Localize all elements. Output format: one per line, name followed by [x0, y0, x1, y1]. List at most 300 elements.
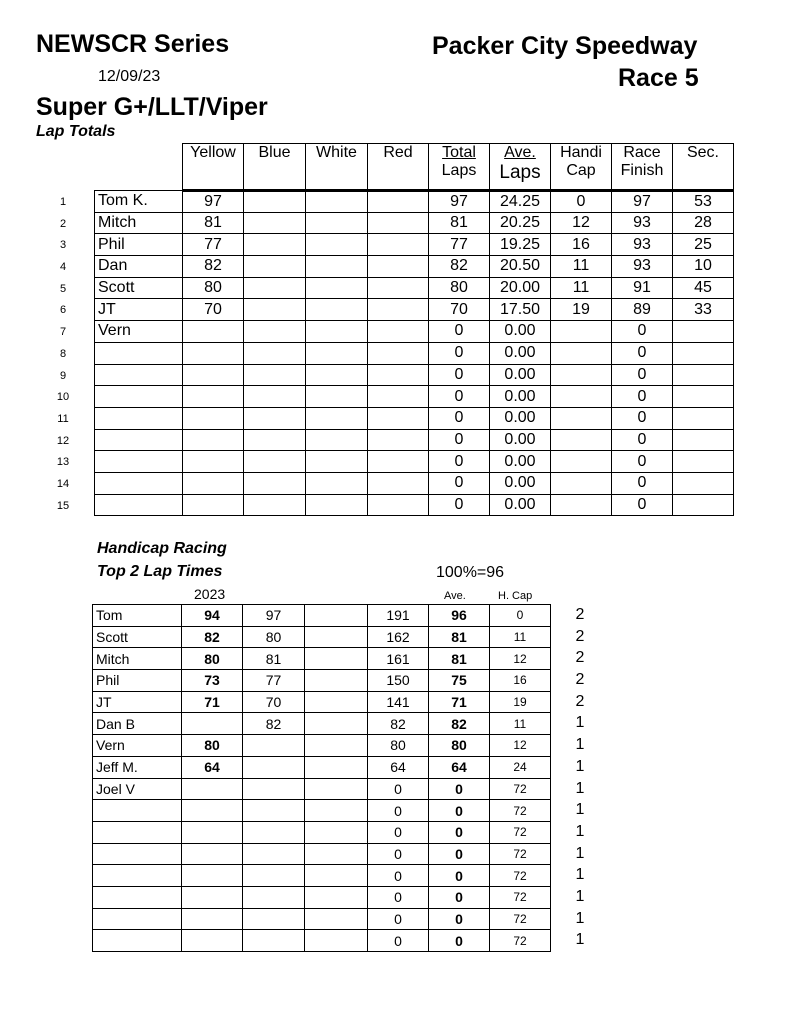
driver-name-cell	[95, 494, 183, 516]
hc-blank-cell	[305, 756, 368, 778]
hc-ave-cell: 0	[429, 843, 490, 865]
yellow-cell: 81	[183, 212, 244, 234]
handicap-cell: 19	[551, 299, 612, 321]
hc-blank-cell	[305, 908, 368, 930]
race-count: 2	[575, 606, 585, 623]
hc-sum-cell: 0	[368, 930, 429, 952]
hc-lap1-cell	[182, 930, 243, 952]
hc-lap1-cell: 80	[182, 735, 243, 757]
handicap-cell	[551, 407, 612, 429]
hc-lap1-cell	[182, 821, 243, 843]
yellow-cell	[183, 472, 244, 494]
year-label: 2023	[194, 586, 226, 602]
table-row	[95, 277, 734, 299]
hc-blank-cell	[305, 605, 368, 627]
row-number: 3	[59, 239, 67, 252]
driver-name-cell	[95, 429, 183, 451]
table-row	[93, 670, 551, 692]
hc-driver-name-cell: Dan B	[93, 713, 182, 735]
race-count: 1	[575, 866, 585, 884]
hc-lap2-cell: 80	[243, 626, 305, 648]
red-cell	[368, 299, 429, 321]
white-cell	[306, 234, 368, 256]
yellow-cell: 82	[183, 256, 244, 278]
handicap-table	[92, 604, 551, 952]
hc-lap2-cell	[243, 865, 305, 887]
total-laps-cell: 81	[429, 212, 490, 234]
red-cell	[368, 342, 429, 364]
hc-hcap-cell: 72	[490, 821, 551, 843]
hc-sum-cell: 162	[368, 626, 429, 648]
race-finish-cell: 0	[612, 451, 673, 473]
hc-ave-cell: 0	[429, 930, 490, 952]
hc-lap2-cell	[243, 778, 305, 800]
hc-hcap-cell: 72	[490, 843, 551, 865]
row-number: 10	[56, 391, 70, 404]
hc-ave-cell: 81	[429, 626, 490, 648]
row-number: 15	[56, 499, 70, 512]
sec-cell: 33	[673, 299, 734, 321]
driver-name-cell	[95, 342, 183, 364]
hc-sum-cell: 64	[368, 756, 429, 778]
table-row	[95, 407, 734, 429]
hc-ave-cell: 0	[429, 886, 490, 908]
sec-cell: 25	[673, 234, 734, 256]
white-cell	[306, 277, 368, 299]
total-laps-cell: 0	[429, 451, 490, 473]
hc-lap2-cell: 97	[243, 605, 305, 627]
red-cell	[368, 191, 429, 213]
ave-laps-cell: 17.50	[490, 299, 551, 321]
hc-sum-cell: 0	[368, 865, 429, 887]
red-cell	[368, 472, 429, 494]
red-cell	[368, 321, 429, 343]
table-row	[93, 713, 551, 735]
race-finish-cell: 0	[612, 494, 673, 516]
hc-driver-name-cell: Phil	[93, 670, 182, 692]
ave-laps-cell: 0.00	[490, 472, 551, 494]
hc-lap2-cell	[243, 843, 305, 865]
table-row	[95, 256, 734, 278]
driver-name-cell: Dan	[95, 256, 183, 278]
hc-lap2-cell: 70	[243, 691, 305, 713]
handicap-title: Handicap Racing	[97, 540, 227, 557]
hc-ave-cell: 0	[429, 778, 490, 800]
white-cell	[306, 472, 368, 494]
hc-hcap-cell: 0	[490, 605, 551, 627]
total-laps-cell: 0	[429, 429, 490, 451]
hc-lap1-cell: 82	[182, 626, 243, 648]
hc-driver-name-cell	[93, 821, 182, 843]
row-number: 9	[59, 369, 67, 382]
red-cell	[368, 407, 429, 429]
hc-sum-cell: 0	[368, 800, 429, 822]
hc-lap1-cell	[182, 908, 243, 930]
red-cell	[368, 277, 429, 299]
ave-laps-cell: 20.00	[490, 277, 551, 299]
hc-ave-cell: 0	[429, 821, 490, 843]
driver-name-cell	[95, 386, 183, 408]
table-row	[95, 191, 734, 213]
table-row	[93, 843, 551, 865]
driver-name-cell: Mitch	[95, 212, 183, 234]
blue-cell	[244, 386, 306, 408]
white-cell	[306, 451, 368, 473]
percent-label: 100%=96	[436, 564, 505, 581]
ave-laps-cell: 0.00	[490, 386, 551, 408]
total-laps-cell: 70	[429, 299, 490, 321]
hc-ave-cell: 82	[429, 713, 490, 735]
table-row	[93, 735, 551, 757]
hc-ave-cell: 75	[429, 670, 490, 692]
hc-lap2-cell: 82	[243, 713, 305, 735]
row-number: 14	[56, 477, 70, 490]
row-number: 12	[56, 434, 70, 447]
ave-laps-cell: 0.00	[490, 494, 551, 516]
handicap-cell	[551, 472, 612, 494]
hc-lap2-cell	[243, 735, 305, 757]
sec-cell	[673, 407, 734, 429]
yellow-cell	[183, 429, 244, 451]
hc-hcap-cell: 72	[490, 908, 551, 930]
white-cell	[306, 429, 368, 451]
table-row	[93, 865, 551, 887]
table-row	[95, 234, 734, 256]
red-cell	[368, 364, 429, 386]
white-cell	[306, 364, 368, 386]
race-finish-cell: 93	[612, 256, 673, 278]
sec-cell	[673, 321, 734, 343]
race-count: 1	[575, 801, 585, 819]
header-total-laps: Total Laps	[429, 144, 490, 191]
table-row	[93, 886, 551, 908]
hc-blank-cell	[305, 886, 368, 908]
ave-laps-cell: 0.00	[490, 407, 551, 429]
race-count: 1	[575, 736, 585, 754]
row-number: 8	[59, 347, 67, 360]
hc-ave-cell: 81	[429, 648, 490, 670]
table-row	[93, 778, 551, 800]
handicap-cell: 12	[551, 212, 612, 234]
hc-hcap-cell: 72	[490, 865, 551, 887]
row-number: 4	[59, 261, 67, 274]
blue-cell	[244, 299, 306, 321]
header-handicap: Handi Cap	[551, 144, 612, 191]
driver-name-cell	[95, 451, 183, 473]
white-cell	[306, 342, 368, 364]
hc-sum-cell: 0	[368, 778, 429, 800]
driver-name-cell: Scott	[95, 277, 183, 299]
red-cell	[368, 212, 429, 234]
sec-cell	[673, 386, 734, 408]
hc-lap2-cell	[243, 756, 305, 778]
white-cell	[306, 386, 368, 408]
hc-hcap-cell: 24	[490, 756, 551, 778]
race-finish-cell: 0	[612, 386, 673, 408]
race-number: Race 5	[618, 64, 699, 92]
ave-laps-cell: 0.00	[490, 321, 551, 343]
red-cell	[368, 429, 429, 451]
header-race-finish: Race Finish	[612, 144, 673, 191]
ave-laps-cell: 19.25	[490, 234, 551, 256]
hc-ave-cell: 0	[429, 865, 490, 887]
yellow-cell	[183, 321, 244, 343]
hc-lap1-cell	[182, 800, 243, 822]
race-finish-cell: 0	[612, 407, 673, 429]
race-count: 1	[575, 909, 585, 927]
white-cell	[306, 212, 368, 234]
hc-lap2-cell	[243, 800, 305, 822]
hc-hcap-cell: 12	[490, 735, 551, 757]
table-row	[95, 299, 734, 321]
hc-lap1-cell	[182, 843, 243, 865]
ave-laps-cell: 0.00	[490, 451, 551, 473]
race-finish-cell: 91	[612, 277, 673, 299]
red-cell	[368, 234, 429, 256]
white-cell	[306, 256, 368, 278]
table-row	[93, 821, 551, 843]
hc-lap2-cell	[243, 886, 305, 908]
hc-sum-cell: 0	[368, 886, 429, 908]
table-row	[95, 212, 734, 234]
hc-driver-name-cell: Scott	[93, 626, 182, 648]
driver-name-cell: Vern	[95, 321, 183, 343]
race-count: 2	[575, 671, 585, 689]
hc-hcap-cell: 16	[490, 670, 551, 692]
hc-ave-cell: 80	[429, 735, 490, 757]
row-number: 11	[57, 412, 69, 425]
lap-totals-table	[94, 143, 734, 516]
ave-laps-cell: 0.00	[490, 429, 551, 451]
handicap-cell	[551, 451, 612, 473]
handicap-cell	[551, 494, 612, 516]
table-row	[93, 800, 551, 822]
hc-hcap-cell: 19	[490, 691, 551, 713]
table-row	[95, 429, 734, 451]
sec-cell	[673, 451, 734, 473]
handicap-cell	[551, 342, 612, 364]
hc-lap2-cell	[243, 908, 305, 930]
series-title: NEWSCR Series	[36, 30, 230, 58]
top-laps-title: Top 2 Lap Times	[97, 563, 223, 580]
handicap-cell	[551, 429, 612, 451]
row-number: 6	[59, 304, 67, 317]
hc-hcap-cell: 72	[490, 886, 551, 908]
total-laps-cell: 0	[429, 472, 490, 494]
ave-laps-cell: 0.00	[490, 364, 551, 386]
hc-hcap-cell: 72	[490, 930, 551, 952]
sec-cell: 28	[673, 212, 734, 234]
blue-cell	[244, 191, 306, 213]
white-cell	[306, 191, 368, 213]
hc-driver-name-cell	[93, 908, 182, 930]
hc-blank-cell	[305, 670, 368, 692]
hc-sum-cell: 0	[368, 821, 429, 843]
table-row	[95, 451, 734, 473]
row-number: 7	[59, 326, 67, 339]
total-laps-cell: 97	[429, 191, 490, 213]
hc-lap1-cell: 64	[182, 756, 243, 778]
table-row	[93, 648, 551, 670]
hc-driver-name-cell: Vern	[93, 735, 182, 757]
hc-lap1-cell: 80	[182, 648, 243, 670]
hc-blank-cell	[305, 821, 368, 843]
table-row	[93, 908, 551, 930]
table-row	[95, 364, 734, 386]
header-yellow: Yellow	[183, 144, 244, 191]
ave-laps-cell: 0.00	[490, 342, 551, 364]
hc-ave-cell: 71	[429, 691, 490, 713]
hc-sum-cell: 161	[368, 648, 429, 670]
race-count: 1	[575, 714, 585, 732]
driver-name-cell	[95, 364, 183, 386]
total-laps-cell: 0	[429, 321, 490, 343]
red-cell	[368, 494, 429, 516]
track-name: Packer City Speedway	[432, 32, 698, 60]
hc-driver-name-cell: Jeff M.	[93, 756, 182, 778]
header-ave-laps: Ave. Laps	[490, 144, 551, 191]
white-cell	[306, 407, 368, 429]
hc-hcap-cell: 11	[490, 626, 551, 648]
table-row	[95, 321, 734, 343]
blue-cell	[244, 451, 306, 473]
hc-driver-name-cell	[93, 800, 182, 822]
red-cell	[368, 256, 429, 278]
table-row	[95, 386, 734, 408]
sec-cell	[673, 494, 734, 516]
hc-blank-cell	[305, 865, 368, 887]
handicap-cell: 0	[551, 191, 612, 213]
ave-laps-cell: 24.25	[490, 191, 551, 213]
row-numbers	[52, 192, 74, 517]
total-laps-cell: 0	[429, 364, 490, 386]
blue-cell	[244, 256, 306, 278]
hc-driver-name-cell	[93, 886, 182, 908]
hc-blank-cell	[305, 713, 368, 735]
blue-cell	[244, 321, 306, 343]
blue-cell	[244, 429, 306, 451]
yellow-cell: 70	[183, 299, 244, 321]
total-laps-cell: 0	[429, 386, 490, 408]
blue-cell	[244, 364, 306, 386]
header-red: Red	[368, 144, 429, 191]
sec-cell: 10	[673, 256, 734, 278]
yellow-cell: 77	[183, 234, 244, 256]
hc-lap1-cell: 94	[182, 605, 243, 627]
race-count: 2	[575, 692, 585, 710]
table-row	[93, 691, 551, 713]
race-count: 1	[575, 887, 585, 905]
driver-name-cell: Tom K.	[95, 191, 183, 213]
hc-ave-cell: 96	[429, 605, 490, 627]
table-row	[93, 626, 551, 648]
sec-cell	[673, 342, 734, 364]
sec-cell: 53	[673, 191, 734, 213]
header-white: White	[306, 144, 368, 191]
race-finish-cell: 89	[612, 299, 673, 321]
yellow-cell: 80	[183, 277, 244, 299]
handicap-cell	[551, 364, 612, 386]
driver-name-cell: JT	[95, 299, 183, 321]
race-finish-cell: 0	[612, 321, 673, 343]
race-count: 1	[575, 757, 585, 775]
header-blue: Blue	[244, 144, 306, 191]
sec-cell	[673, 472, 734, 494]
hc-lap1-cell	[182, 713, 243, 735]
table-row	[95, 472, 734, 494]
yellow-cell	[183, 364, 244, 386]
hc-ave-cell: 0	[429, 908, 490, 930]
total-laps-cell: 0	[429, 407, 490, 429]
table-row	[95, 494, 734, 516]
hc-blank-cell	[305, 626, 368, 648]
hc-hcap-cell: 11	[490, 713, 551, 735]
total-laps-cell: 77	[429, 234, 490, 256]
hc-driver-name-cell: JT	[93, 691, 182, 713]
row-number: 1	[59, 196, 67, 208]
race-finish-cell: 0	[612, 429, 673, 451]
row-number: 13	[56, 456, 70, 469]
header-blank	[95, 144, 183, 191]
total-laps-cell: 80	[429, 277, 490, 299]
race-count: 1	[575, 779, 585, 797]
hc-sum-cell: 141	[368, 691, 429, 713]
hc-lap1-cell	[182, 886, 243, 908]
hc-hcap-cell: 12	[490, 648, 551, 670]
hc-lap2-cell	[243, 821, 305, 843]
race-count: 1	[575, 844, 585, 862]
handicap-cell	[551, 386, 612, 408]
driver-name-cell	[95, 407, 183, 429]
lap-totals-label: Lap Totals	[36, 123, 116, 140]
hc-sum-cell: 0	[368, 843, 429, 865]
race-count: 2	[575, 627, 585, 645]
hc-hcap-cell: 72	[490, 778, 551, 800]
sec-cell: 45	[673, 277, 734, 299]
header-sec: Sec.	[673, 144, 734, 191]
driver-name-cell: Phil	[95, 234, 183, 256]
blue-cell	[244, 407, 306, 429]
hc-driver-name-cell	[93, 865, 182, 887]
sec-cell	[673, 429, 734, 451]
race-finish-cell: 93	[612, 212, 673, 234]
handicap-cell: 11	[551, 277, 612, 299]
handicap-cell: 11	[551, 256, 612, 278]
race-count-column	[570, 604, 590, 951]
handicap-cell	[551, 321, 612, 343]
red-cell	[368, 386, 429, 408]
race-date: 12/09/23	[98, 68, 161, 85]
yellow-cell	[183, 451, 244, 473]
hc-blank-cell	[305, 930, 368, 952]
race-count: 2	[575, 649, 585, 667]
table-row	[95, 342, 734, 364]
table-row	[93, 756, 551, 778]
hc-sum-cell: 0	[368, 908, 429, 930]
hc-sum-cell: 82	[368, 713, 429, 735]
hc-ave-cell: 64	[429, 756, 490, 778]
hc-blank-cell	[305, 778, 368, 800]
hc-driver-name-cell: Joel V	[93, 778, 182, 800]
hc-lap1-cell: 73	[182, 670, 243, 692]
blue-cell	[244, 342, 306, 364]
blue-cell	[244, 212, 306, 234]
table-row	[93, 930, 551, 952]
hc-blank-cell	[305, 800, 368, 822]
hc-blank-cell	[305, 735, 368, 757]
table-row	[93, 605, 551, 627]
hc-sum-cell: 150	[368, 670, 429, 692]
